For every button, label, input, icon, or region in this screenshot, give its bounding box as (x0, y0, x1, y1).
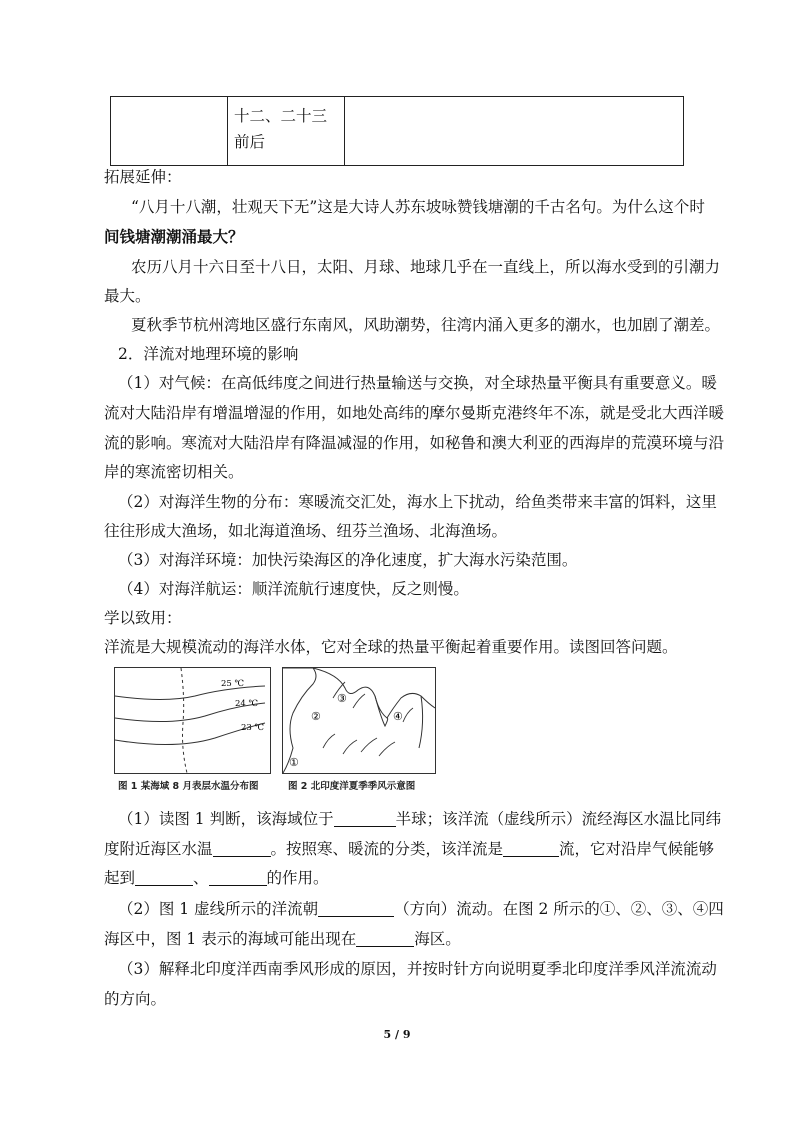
paragraph-line: 流的影响。寒流对大陆沿岸有降温减湿的作用，如秘鲁和澳大利亚的西海岸的荒漠环境与沿 (104, 434, 725, 452)
table-cell-date (228, 97, 345, 166)
isotherm-label: 23 ℃ (241, 723, 265, 733)
question-3-line: （3）解释北印度洋西南季风形成的原因，并按时针方向说明夏季北印度洋季风洋流流动 (118, 960, 717, 978)
cell-text: 十二、二十三 (234, 107, 328, 125)
question-text: 、 (193, 869, 209, 887)
question-text: 海区。 (414, 930, 461, 948)
figure-1-caption: 图 1 某海域 8 月表层水温分布图 (118, 781, 259, 792)
sea-area-marker: ④ (393, 710, 403, 723)
paragraph-line: 间钱塘潮潮涌最大？ (104, 228, 244, 246)
question-2-line (118, 898, 734, 920)
apply-heading: 学以致用： (104, 609, 182, 627)
paragraph-line: 流对大陆沿岸有增温增湿的作用，如地处高纬的摩尔曼斯克港终年不冻，就是受北大西洋暖 (104, 404, 725, 422)
cell-text: 前后 (234, 133, 266, 151)
asia-coastline (313, 668, 435, 718)
figure-1-map (114, 667, 271, 774)
monsoon-map (283, 668, 435, 773)
question-3-line: 的方向。 (104, 990, 167, 1008)
question-2-line (104, 928, 720, 950)
paragraph-line: （3）对海洋环境：加快污染海区的净化速度，扩大海水污染范围。 (118, 551, 578, 569)
isotherm-map (115, 668, 270, 773)
answer-blank-effect-2[interactable] (209, 869, 267, 886)
question-text: （方向）流动。在图 2 所示的①、②、③、④四 (394, 900, 724, 918)
paragraph-line: 岸的寒流密切相关。 (104, 463, 244, 481)
question-text: （1）读图 1 判断，该海域位于 (118, 810, 334, 828)
sea-area-marker: ③ (337, 692, 347, 705)
extension-heading: 拓展延伸： (104, 168, 182, 186)
question-text: 半球；该洋流（虚线所示）流经海区水温比同纬 (395, 810, 722, 828)
paragraph-line: 夏秋季节杭州湾地区盛行东南风，风助潮势，往湾内涌入更多的潮水，也加剧了潮差。 (131, 316, 721, 334)
monsoon-arrow (361, 738, 377, 752)
paragraph-line: （4）对海洋航运：顺洋流航行速度快，反之则慢。 (118, 580, 469, 598)
table-row (111, 97, 684, 166)
answer-blank-hemisphere[interactable] (334, 810, 396, 827)
figure-2-caption: 图 2 北印度洋夏季季风示意图 (288, 781, 416, 792)
paragraph-line: （1）对气候：在高低纬度之间进行热量输送与交换，对全球热量平衡具有重要意义。暖 (118, 374, 717, 392)
question-1-line (104, 838, 720, 860)
question-text: 起到 (104, 869, 136, 887)
question-text: 的作用。 (266, 869, 329, 887)
question-text: 海区中，图 1 表示的海域可能出现在 (104, 930, 357, 948)
figure-2-map (282, 667, 436, 774)
answer-blank-temperature[interactable] (213, 840, 271, 857)
question-1-line (104, 867, 720, 889)
answer-blank-direction[interactable] (318, 900, 394, 917)
paragraph-line: 洋流是大规模流动的海洋水体，它对全球的热量平衡起着重要作用。读图回答问题。 (104, 638, 678, 656)
monsoon-arrow (353, 694, 365, 708)
paragraph-line: “八月十八潮，壮观天下无”这是大诗人苏东坡咏赞钱塘潮的千古名句。为什么这个时 (131, 198, 705, 216)
question-text: （2）图 1 虚线所示的洋流朝 (118, 900, 319, 918)
question-1-line (118, 808, 734, 830)
monsoon-arrow (323, 734, 335, 748)
isotherm-label: 25 ℃ (221, 679, 245, 689)
sea-area-marker: ② (311, 710, 321, 723)
table-cell (111, 97, 228, 166)
tide-table (110, 96, 684, 166)
paragraph-line: 往往形成大渔场，如北海道渔场、纽芬兰渔场、北海渔场。 (104, 522, 508, 540)
answer-blank-effect-1[interactable] (135, 869, 193, 886)
monsoon-arrow (379, 742, 395, 756)
paragraph-line: 最大。 (104, 287, 151, 305)
monsoon-arrow (343, 740, 357, 754)
paragraph-line: （2）对海洋生物的分布：寒暖流交汇处，海水上下扰动，给鱼类带来丰富的饵料，这里 (118, 493, 717, 511)
answer-blank-sea-area[interactable] (356, 930, 414, 947)
isotherm-label: 24 ℃ (235, 699, 259, 709)
southeast-asia-coastline (419, 696, 423, 748)
question-text: 度附近海区水温 (104, 840, 213, 858)
monsoon-arrow (403, 708, 413, 722)
sea-area-marker: ① (289, 756, 299, 769)
question-text: 流，它对沿岸气候能够 (559, 840, 715, 858)
answer-blank-current-type[interactable] (503, 840, 559, 857)
question-text: 。按照寒、暖流的分类，该洋流是 (270, 840, 504, 858)
page-number: 5 / 9 (383, 1028, 411, 1041)
section-title: 2．洋流对地理环境的影响 (118, 345, 299, 363)
paragraph-line: 农历八月十六日至十八日，太阳、月球、地球几乎在一直线上，所以海水受到的引潮力 (131, 258, 721, 276)
table-cell (345, 97, 684, 166)
